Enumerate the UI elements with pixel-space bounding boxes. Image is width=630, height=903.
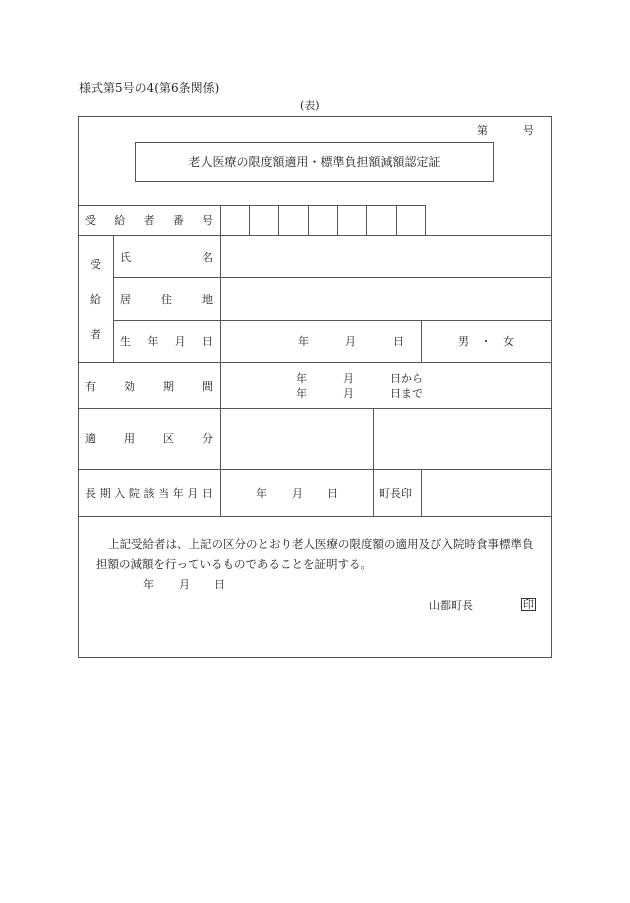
char: 日 xyxy=(202,487,213,500)
long-stay-day: 日 xyxy=(327,487,338,500)
char: 番 xyxy=(172,214,184,227)
char: 号 xyxy=(202,214,213,227)
certification-line-2: 担額の減額を行っているものであることを証明する。 xyxy=(96,557,372,571)
char: 区 xyxy=(163,432,174,445)
char: 効 xyxy=(124,380,135,393)
birth-day: 日 xyxy=(393,335,404,348)
char: 期 xyxy=(99,487,111,500)
char: 分 xyxy=(202,432,213,445)
char: 月 xyxy=(174,335,186,348)
divider xyxy=(220,205,221,516)
char: 長 xyxy=(85,487,96,500)
long-stay-label xyxy=(85,488,213,499)
char: 院 xyxy=(128,487,140,500)
validity-label xyxy=(85,381,213,392)
issue-month: 月 xyxy=(179,578,190,591)
long-stay-year: 年 xyxy=(256,487,267,500)
issue-year: 年 xyxy=(143,578,154,591)
char: 月 xyxy=(187,487,199,500)
divider xyxy=(78,408,552,409)
recipient-group-char: 者 xyxy=(90,328,101,341)
birth-month: 月 xyxy=(345,335,356,348)
birth-year: 年 xyxy=(298,335,309,348)
address-label xyxy=(120,294,213,305)
char: 間 xyxy=(202,380,213,393)
char: 生 xyxy=(120,335,131,348)
char: 日 xyxy=(201,335,213,348)
seal-mark: 印 xyxy=(523,598,534,611)
female-option: 女 xyxy=(503,335,514,348)
male-option: 男 xyxy=(458,335,469,348)
char: 給 xyxy=(114,214,126,227)
until-day: 日まで xyxy=(390,387,423,400)
divider xyxy=(421,469,422,516)
char: 期 xyxy=(163,380,174,393)
page-title: 老人医療の限度額適用・標準負担額減額認定証 xyxy=(188,155,441,169)
recipient-group-char: 受 xyxy=(90,258,101,271)
divider xyxy=(421,320,422,362)
char: 年 xyxy=(147,335,159,348)
divider xyxy=(113,277,552,278)
recipient-number-label xyxy=(85,215,213,226)
divider xyxy=(78,205,426,206)
issue-day: 日 xyxy=(214,578,225,591)
from-day: 日から xyxy=(390,372,423,385)
digit-cell-border xyxy=(366,205,367,235)
side-label: (表) xyxy=(300,99,320,112)
digit-cell-border xyxy=(249,205,250,235)
category-label xyxy=(85,433,213,444)
issuer: 山都町長 xyxy=(429,599,473,612)
number-suffix: 号 xyxy=(523,124,534,137)
divider xyxy=(113,235,114,362)
until-month: 月 xyxy=(343,387,354,400)
digit-cell-border xyxy=(278,205,279,235)
number-prefix: 第 xyxy=(477,124,488,137)
divider xyxy=(78,362,552,363)
divider xyxy=(78,235,552,236)
char: 有 xyxy=(85,380,96,393)
char: 地 xyxy=(202,293,213,306)
char: 年 xyxy=(172,487,184,500)
char: 氏 xyxy=(120,251,131,264)
char: 当 xyxy=(158,487,170,500)
divider xyxy=(113,320,552,321)
digit-cell-border xyxy=(425,205,426,235)
digit-cell-border xyxy=(396,205,397,235)
digit-cell-border xyxy=(308,205,309,235)
long-stay-month: 月 xyxy=(292,487,303,500)
char: 受 xyxy=(85,214,96,227)
recipient-group-char: 給 xyxy=(90,293,101,306)
digit-cell-border xyxy=(337,205,338,235)
char: 者 xyxy=(143,214,155,227)
char: 該 xyxy=(143,487,155,500)
char: 入 xyxy=(114,487,126,500)
certification-line-1: 上記受給者は、上記の区分のとおり老人医療の限度額の適用及び入院時食事標準負 xyxy=(108,537,534,551)
char: 住 xyxy=(161,293,172,306)
mayor-seal-label: 町長印 xyxy=(379,487,412,500)
birth-label xyxy=(120,336,213,347)
from-month: 月 xyxy=(343,372,354,385)
sex-options xyxy=(458,336,514,347)
divider xyxy=(78,469,552,470)
char: 居 xyxy=(120,293,131,306)
name-label xyxy=(120,252,213,263)
char: 名 xyxy=(202,251,213,264)
divider xyxy=(373,408,374,516)
from-year: 年 xyxy=(296,372,307,385)
char: 用 xyxy=(124,432,135,445)
separator: ・ xyxy=(480,335,492,348)
form-number: 様式第5号の4(第6条関係) xyxy=(79,81,220,95)
until-year: 年 xyxy=(296,387,307,400)
divider xyxy=(78,516,552,517)
char: 適 xyxy=(85,432,96,445)
